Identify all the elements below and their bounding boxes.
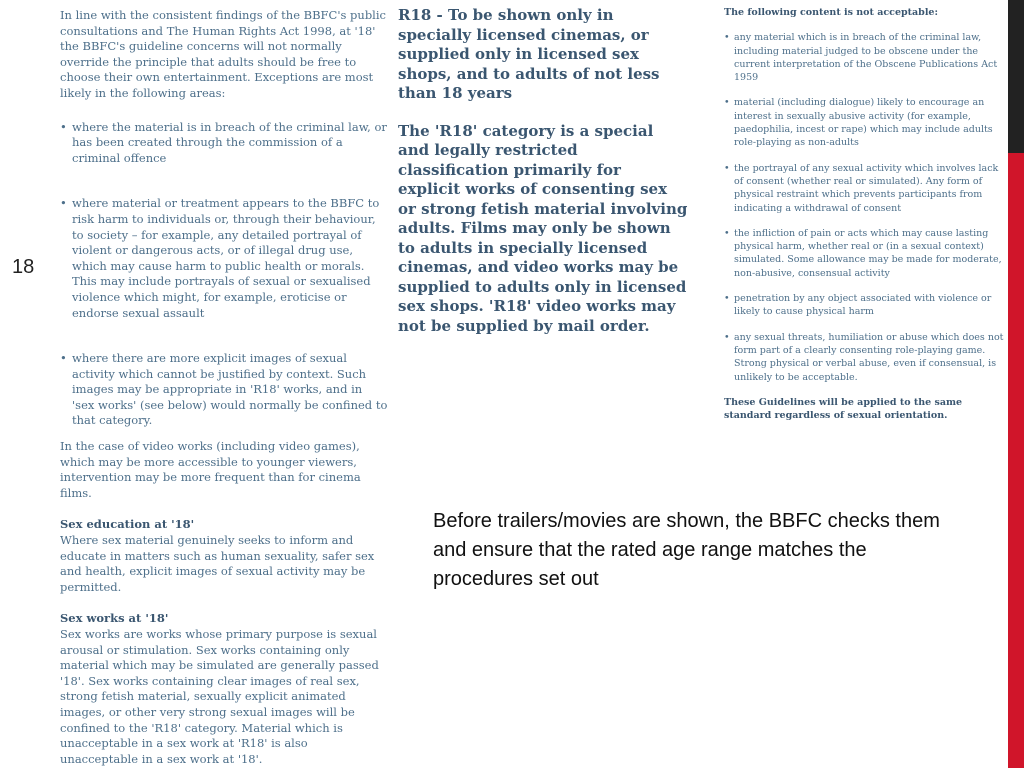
left-bullet-1: • where the material is in breach of the criminal law, or has been created through the commission of a criminal offence: [60, 120, 388, 167]
sex-works-heading: Sex works at '18': [60, 611, 169, 626]
slide-caption: Before trailers/movies are shown, the BBFC checks them and ensure that the rated age range matches the procedures set out: [433, 510, 940, 590]
r18-heading: R18 - To be shown only in specially licensed cinemas, or supplied only in licensed sex shops, and to adults of not less than 18 years: [398, 6, 660, 102]
sex-works-text: Sex works are works whose primary purpose is sexual arousal or stimulation. Sex works containing only material which may be simulated are generally passed '18'. Sex works containing clear images of real sex, strong fetish material, sexually explicit animated images, or other very strong sexual images will be confined to the 'R18' category. Material which is unacceptable in a sex work at 'R18' is also unacceptable in a sex work at '18'.: [60, 627, 379, 766]
sidebar-red-bar: [1008, 153, 1024, 768]
right-column: [724, 6, 1004, 422]
not-acceptable-item-3: • the portrayal of any sexual activity which involves lack of consent (whether real or simulated). Any form of physical restraint which prevents participants from indicating a withdrawal of consent: [724, 162, 1004, 215]
not-acceptable-item-2: • material (including dialogue) likely to encourage an interest in sexually abusive activity (for example, paedophilia, incest or rape) which may include adults role-playing as non-adults: [724, 96, 1004, 149]
left-video-works: In the case of video works (including video games), which may be more accessible to younger viewers, intervention may be more frequent than for cinema films.: [60, 439, 361, 500]
not-acceptable-item-4: • the infliction of pain or acts which may cause lasting physical harm, whether real or (in a sexual context) simulated. Some allowance may be made for moderate, non-abusive, consensual activity: [724, 227, 1004, 280]
not-acceptable-list: [724, 31, 1004, 384]
middle-column: [398, 6, 688, 336]
left-bullet-2: • where material or treatment appears to the BBFC to risk harm to individuals or, through their behaviour, to society – for example, any detailed portrayal of violent or dangerous acts, or of illegal drug use, which may cause harm to public health or morals. This may include portrayals of sexual or sexualised violence which might, for example, eroticise or endorse sexual assault: [60, 196, 388, 321]
not-acceptable-item-6: • any sexual threats, humiliation or abuse which does not form part of a clearly consenting role-playing game. Strong physical or verbal abuse, even if consensual, is unlikely to be acceptable.: [724, 331, 1004, 384]
guidelines-footer: These Guidelines will be applied to the same standard regardless of sexual orientation.: [724, 396, 963, 422]
r18-body: The 'R18' category is a special and legally restricted classification primarily for explicit works of consenting sex or strong fetish material involving adults. Films may only be shown to adults in specially licensed cinemas, and video works may be supplied to adults only in licensed sex shops. 'R18' video works may not be supplied by mail order.: [398, 121, 688, 335]
sex-education-text: Where sex material genuinely seeks to inform and educate in matters such as human sexuality, safer sex and health, explicit images of sexual activity may be permitted.: [60, 533, 375, 594]
not-acceptable-heading: The following content is not acceptable:: [724, 7, 938, 18]
slide-number: 18: [12, 256, 35, 278]
left-intro: In line with the consistent findings of the BBFC's public consultations and The Human Rights Act 1998, at '18' the BBFC's guideline concerns will not normally override the principle that adults should be free to choose their own entertainment. Exceptions are most likely in the following areas:: [60, 8, 386, 100]
left-bullet-list: [60, 120, 388, 430]
not-acceptable-item-5: • penetration by any object associated with violence or likely to cause physical harm: [724, 292, 1004, 319]
left-bullet-3: • where there are more explicit images of sexual activity which cannot be justified by context. Such images may be appropriate in 'R18' works, and in 'sex works' (see below) would normally be confined to that category.: [60, 351, 388, 429]
left-column: [60, 8, 388, 767]
not-acceptable-item-1: • any material which is in breach of the criminal law, including material judged to be obscene under the current interpretation of the Obscene Publications Act 1959: [724, 31, 1004, 84]
sex-education-heading: Sex education at '18': [60, 517, 195, 532]
